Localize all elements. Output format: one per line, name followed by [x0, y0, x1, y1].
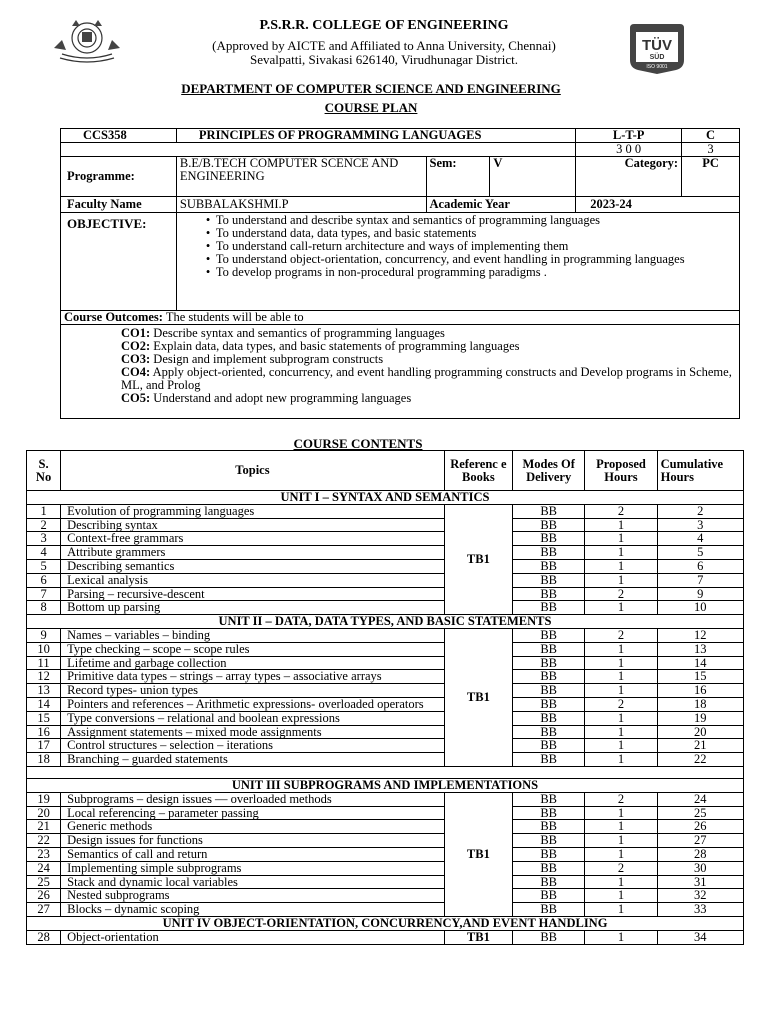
unit-title: UNIT IV OBJECT-ORIENTATION, CONCURRENCY,AND EVENT HANDLING [27, 916, 744, 930]
row-number: 23 [27, 847, 61, 861]
row-number: 13 [27, 684, 61, 698]
table-row [27, 546, 744, 560]
objective-item: • To understand and describe syntax and semantics of programming languages [216, 214, 736, 227]
row-cumulative-hours: 32 [657, 889, 743, 903]
row-mode: BB [513, 642, 585, 656]
row-proposed-hours: 2 [585, 504, 657, 518]
row-number: 19 [27, 792, 61, 806]
objective-list-cell [176, 213, 739, 311]
row-proposed-hours: 1 [585, 642, 657, 656]
row-mode: BB [513, 806, 585, 820]
row-cumulative-hours: 10 [657, 601, 743, 615]
row-topic: Pointers and references – Arithmetic expressions- overloaded operators [61, 697, 445, 711]
row-cumulative-hours: 27 [657, 834, 743, 848]
row-topic: Attribute grammers [61, 546, 445, 560]
row-cumulative-hours: 16 [657, 684, 743, 698]
row-number: 28 [27, 930, 61, 944]
row-proposed-hours: 1 [585, 820, 657, 834]
row-proposed-hours: 1 [585, 670, 657, 684]
course-outcome: CO4: Apply object-oriented, concurrency, and event handling programming constructs and Develop programs in Scheme, ML, and Prolog [121, 365, 732, 392]
row-number: 16 [27, 725, 61, 739]
row-cumulative-hours: 3 [657, 518, 743, 532]
row-cumulative-hours: 28 [657, 847, 743, 861]
row-cumulative-hours: 7 [657, 573, 743, 587]
table-row [27, 739, 744, 753]
outcomes-intro: The students will be able to [165, 310, 304, 324]
row-mode: BB [513, 834, 585, 848]
row-topic: Generic methods [61, 820, 445, 834]
row-cumulative-hours: 15 [657, 670, 743, 684]
row-number: 14 [27, 697, 61, 711]
row-topic: Subprograms – design issues — overloaded methods [61, 792, 445, 806]
unit-title-row [27, 491, 744, 505]
row-topic: Record types- union types [61, 684, 445, 698]
table-row [27, 573, 744, 587]
spacer-row [27, 766, 744, 778]
row-cumulative-hours: 20 [657, 725, 743, 739]
row-proposed-hours: 1 [585, 684, 657, 698]
sem-label: Sem: [426, 157, 490, 197]
row-mode: BB [513, 889, 585, 903]
row-mode: BB [513, 847, 585, 861]
row-mode: BB [513, 504, 585, 518]
unit-title-row [27, 615, 744, 629]
row-cumulative-hours: 24 [657, 792, 743, 806]
course-outcome: CO1: Describe syntax and semantics of programming languages [121, 326, 445, 340]
row-cumulative-hours: 25 [657, 806, 743, 820]
header-cumulative: Cumulative Hours [657, 451, 743, 491]
row-cumulative-hours: 22 [657, 753, 743, 767]
row-topic: Control structures – selection – iterations [61, 739, 445, 753]
row-mode: BB [513, 820, 585, 834]
unit-title: UNIT III SUBPROGRAMS AND IMPLEMENTATIONS [27, 778, 744, 792]
row-topic: Describing syntax [61, 518, 445, 532]
table-row [27, 559, 744, 573]
row-mode: BB [513, 670, 585, 684]
table-row [27, 504, 744, 518]
table-row [27, 792, 744, 806]
table-row [27, 628, 744, 642]
table-row [27, 806, 744, 820]
table-row [27, 903, 744, 917]
academic-year-label: Academic Year [426, 197, 576, 213]
objective-item: • To understand call-return architecture and ways of implementing them [216, 240, 736, 253]
row-proposed-hours: 1 [585, 559, 657, 573]
row-proposed-hours: 1 [585, 806, 657, 820]
row-cumulative-hours: 14 [657, 656, 743, 670]
row-mode: BB [513, 518, 585, 532]
row-number: 3 [27, 532, 61, 546]
reference-book: TB1 [444, 628, 512, 766]
objective-label: OBJECTIVE: [61, 213, 177, 311]
row-mode: BB [513, 792, 585, 806]
table-row [27, 834, 744, 848]
row-number: 9 [27, 628, 61, 642]
row-mode: BB [513, 697, 585, 711]
row-proposed-hours: 1 [585, 753, 657, 767]
row-number: 12 [27, 670, 61, 684]
category-value: PC [682, 157, 740, 197]
row-cumulative-hours: 2 [657, 504, 743, 518]
row-mode: BB [513, 559, 585, 573]
row-proposed-hours: 1 [585, 739, 657, 753]
row-mode: BB [513, 532, 585, 546]
row-topic: Nested subprograms [61, 889, 445, 903]
row-mode: BB [513, 725, 585, 739]
row-number: 21 [27, 820, 61, 834]
table-row [27, 861, 744, 875]
unit-title: UNIT I – SYNTAX AND SEMANTICS [27, 491, 744, 505]
row-cumulative-hours: 5 [657, 546, 743, 560]
table-row [27, 601, 744, 615]
row-topic: Blocks – dynamic scoping [61, 903, 445, 917]
row-proposed-hours: 1 [585, 834, 657, 848]
ltp-value: 3 0 0 [576, 143, 682, 157]
table-row [27, 847, 744, 861]
course-contents-table [26, 450, 744, 945]
row-topic: Bottom up parsing [61, 601, 445, 615]
row-proposed-hours: 1 [585, 875, 657, 889]
row-cumulative-hours: 21 [657, 739, 743, 753]
row-proposed-hours: 2 [585, 628, 657, 642]
reference-book: TB1 [444, 792, 512, 916]
row-mode: BB [513, 546, 585, 560]
department-title: DEPARTMENT OF COMPUTER SCIENCE AND ENGINEERING [181, 81, 561, 96]
row-cumulative-hours: 18 [657, 697, 743, 711]
course-code: CCS358 [61, 129, 177, 143]
table-row [27, 642, 744, 656]
outcomes-header [61, 311, 740, 325]
row-proposed-hours: 1 [585, 573, 657, 587]
row-proposed-hours: 1 [585, 601, 657, 615]
row-mode: BB [513, 628, 585, 642]
row-topic: Stack and dynamic local variables [61, 875, 445, 889]
row-topic: Names – variables – binding [61, 628, 445, 642]
row-cumulative-hours: 31 [657, 875, 743, 889]
row-cumulative-hours: 12 [657, 628, 743, 642]
row-number: 25 [27, 875, 61, 889]
row-topic: Parsing – recursive-descent [61, 587, 445, 601]
course-name: PRINCIPLES OF PROGRAMMING LANGUAGES [176, 129, 575, 143]
programme-value: B.E/B.TECH COMPUTER SCENCE AND ENGINEERING [176, 157, 426, 197]
row-topic: Design issues for functions [61, 834, 445, 848]
row-number: 6 [27, 573, 61, 587]
tuv-certification-icon [626, 22, 688, 74]
row-mode: BB [513, 587, 585, 601]
course-outcome: CO5: Understand and adopt new programming languages [121, 391, 412, 405]
faculty-label: Faculty Name [61, 197, 177, 213]
row-proposed-hours: 1 [585, 532, 657, 546]
row-number: 2 [27, 518, 61, 532]
course-outcome: CO2: Explain data, data types, and basic statements of programming languages [121, 339, 520, 353]
row-proposed-hours: 1 [585, 847, 657, 861]
table-row [27, 930, 744, 944]
unit-title: UNIT II – DATA, DATA TYPES, AND BASIC STATEMENTS [27, 615, 744, 629]
row-proposed-hours: 1 [585, 903, 657, 917]
table-row [27, 725, 744, 739]
course-outcome: CO3: Design and implement subprogram constructs [121, 352, 384, 366]
college-address: Sevalpatti, Sivakasi 626140, Virudhunagar District. [250, 52, 518, 67]
row-number: 22 [27, 834, 61, 848]
row-proposed-hours: 2 [585, 587, 657, 601]
header-modes: Modes Of Delivery [513, 451, 585, 491]
row-number: 27 [27, 903, 61, 917]
row-proposed-hours: 2 [585, 861, 657, 875]
row-cumulative-hours: 4 [657, 532, 743, 546]
row-mode: BB [513, 739, 585, 753]
row-number: 26 [27, 889, 61, 903]
row-number: 24 [27, 861, 61, 875]
row-mode: BB [513, 601, 585, 615]
approval-line: (Approved by AICTE and Affiliated to Anna University, Chennai) [212, 38, 556, 53]
row-topic: Branching – guarded statements [61, 753, 445, 767]
row-mode: BB [513, 903, 585, 917]
row-cumulative-hours: 13 [657, 642, 743, 656]
programme-label: Programme: [61, 157, 177, 197]
row-number: 10 [27, 642, 61, 656]
objective-item: • To understand object-orientation, concurrency, and event handling in programming languages [216, 253, 736, 266]
tuv-iso-text: ISO 9001 [646, 64, 668, 70]
row-cumulative-hours: 26 [657, 820, 743, 834]
table-row [27, 518, 744, 532]
row-number: 11 [27, 656, 61, 670]
row-mode: BB [513, 861, 585, 875]
row-topic: Implementing simple subprograms [61, 861, 445, 875]
row-number: 18 [27, 753, 61, 767]
header-topics: Topics [61, 451, 445, 491]
row-proposed-hours: 2 [585, 792, 657, 806]
row-topic: Type conversions – relational and boolean expressions [61, 711, 445, 725]
row-topic: Semantics of call and return [61, 847, 445, 861]
row-cumulative-hours: 34 [657, 930, 743, 944]
reference-book: TB1 [444, 930, 512, 944]
row-number: 15 [27, 711, 61, 725]
row-topic: Evolution of programming languages [61, 504, 445, 518]
table-row [27, 711, 744, 725]
table-row [27, 670, 744, 684]
row-mode: BB [513, 656, 585, 670]
row-number: 5 [27, 559, 61, 573]
row-mode: BB [513, 930, 585, 944]
row-number: 17 [27, 739, 61, 753]
academic-year-value: 2023-24 [576, 197, 740, 213]
row-cumulative-hours: 33 [657, 903, 743, 917]
objective-item: • To develop programs in non-procedural programming paradigms . [216, 266, 736, 279]
unit-title-row [27, 916, 744, 930]
row-number: 1 [27, 504, 61, 518]
course-info-table [60, 128, 740, 419]
row-topic: Lifetime and garbage collection [61, 656, 445, 670]
table-row [27, 532, 744, 546]
ltp-label: L-T-P [576, 129, 682, 143]
row-proposed-hours: 1 [585, 656, 657, 670]
row-cumulative-hours: 30 [657, 861, 743, 875]
row-proposed-hours: 1 [585, 518, 657, 532]
row-mode: BB [513, 875, 585, 889]
credit-value: 3 [682, 143, 740, 157]
faculty-value: SUBBALAKSHMI.P [176, 197, 426, 213]
row-proposed-hours: 1 [585, 711, 657, 725]
page-header [0, 0, 768, 70]
row-mode: BB [513, 753, 585, 767]
row-topic: Assignment statements – mixed mode assignments [61, 725, 445, 739]
row-number: 8 [27, 601, 61, 615]
row-proposed-hours: 1 [585, 889, 657, 903]
row-mode: BB [513, 573, 585, 587]
row-topic: Context-free grammars [61, 532, 445, 546]
course-plan-title: COURSE PLAN [324, 100, 418, 115]
credit-label: C [682, 129, 740, 143]
row-cumulative-hours: 19 [657, 711, 743, 725]
row-number: 20 [27, 806, 61, 820]
table-row [27, 820, 744, 834]
college-name: P.S.R.R. COLLEGE OF ENGINEERING [259, 18, 509, 33]
table-row [27, 697, 744, 711]
row-proposed-hours: 1 [585, 546, 657, 560]
row-mode: BB [513, 684, 585, 698]
row-number: 4 [27, 546, 61, 560]
row-proposed-hours: 1 [585, 725, 657, 739]
row-topic: Describing semantics [61, 559, 445, 573]
spacer-cell [27, 766, 744, 778]
row-proposed-hours: 2 [585, 697, 657, 711]
tuv-bottom-text: SÜD [649, 54, 665, 61]
row-topic: Type checking – scope – scope rules [61, 642, 445, 656]
header-reference: Referenc e Books [444, 451, 512, 491]
course-contents-title: COURSE CONTENTS [293, 436, 423, 451]
outcomes-cell [61, 325, 740, 419]
row-mode: BB [513, 711, 585, 725]
objective-list [180, 214, 736, 279]
objective-item: • To understand data, data types, and basic statements [216, 227, 736, 240]
tuv-top-text: TÜV [642, 37, 672, 54]
row-cumulative-hours: 6 [657, 559, 743, 573]
table-row [27, 753, 744, 767]
row-topic: Primitive data types – strings – array types – associative arrays [61, 670, 445, 684]
category-label: Category: [576, 157, 682, 197]
contents-body [27, 491, 744, 945]
reference-book: TB1 [444, 504, 512, 614]
row-number: 7 [27, 587, 61, 601]
header-proposed: Proposed Hours [585, 451, 657, 491]
table-row [27, 656, 744, 670]
row-cumulative-hours: 9 [657, 587, 743, 601]
table-row [27, 889, 744, 903]
row-proposed-hours: 1 [585, 930, 657, 944]
row-topic: Local referencing – parameter passing [61, 806, 445, 820]
unit-title-row [27, 778, 744, 792]
header-sno: S. No [27, 451, 61, 491]
sem-value: V [490, 157, 576, 197]
row-topic: Lexical analysis [61, 573, 445, 587]
table-row [27, 684, 744, 698]
table-row [27, 587, 744, 601]
table-row [27, 875, 744, 889]
row-topic: Object-orientation [61, 930, 445, 944]
outcomes-label: Course Outcomes: [64, 310, 163, 324]
blank-cell [61, 143, 576, 157]
